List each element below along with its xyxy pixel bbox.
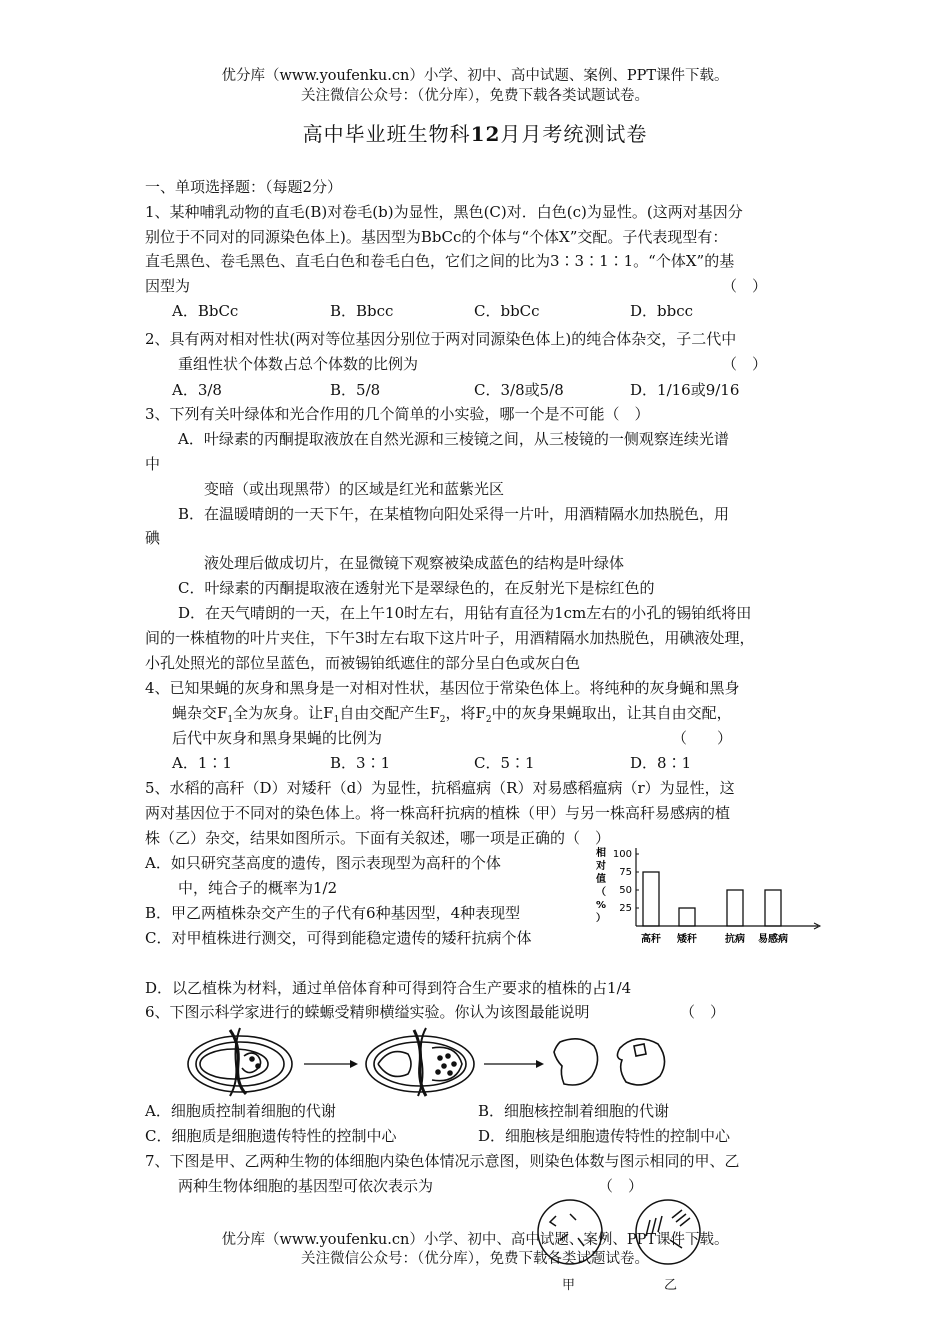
q4-line-1: 4、已知果蝇的灰身和黑身是一对相对性状，基因位于常染色体上。将纯种的灰身蝇和黑身 xyxy=(145,679,740,697)
x-tick-label: 高秆 xyxy=(641,934,661,945)
bar-0 xyxy=(643,872,659,926)
y-tick-label: 50 xyxy=(619,885,632,896)
y-axis-label-char: 相 xyxy=(596,848,606,859)
q4-sub-1b: 1 xyxy=(333,715,340,725)
title-text-1: 高中毕业班生物科 xyxy=(302,122,471,146)
q3-option-d-line-2: 间的一株植物的叶片夹住，下午3时左右取下这片叶子，用酒精隔水加热脱色，用碘液处理， xyxy=(145,629,755,647)
q3-option-d-line-1: D．在天气晴朗的一天，在上午10时左右，用钻有直径为1cm左右的小孔的锡铂纸将田 xyxy=(178,604,752,622)
q6-option-d: D．细胞核是细胞遗传特性的控制中心 xyxy=(478,1127,731,1145)
cell-label-yi: 乙 xyxy=(664,1278,678,1293)
q1-line-1: 1、某种哺乳动物的直毛(B)对卷毛(b)为显性，黑色(C)对．白色(c)为显性。(这两对基因分 xyxy=(145,203,743,221)
q6-answer-paren: （ ） xyxy=(680,1003,726,1021)
q5-line-2: 两对基因位于不同对的染色体上。将一株高秆抗病的植株（甲）与另一株高秆易感病的植 xyxy=(145,804,731,822)
q2-option-b: B．5/8 xyxy=(330,381,381,399)
q4-text-d: ，将F xyxy=(445,704,486,722)
y-axis-label-char: ） xyxy=(596,913,606,924)
q1-option-d: D．bbcc xyxy=(630,302,694,320)
q3-option-a-line-3: 变暗（或出现黑带）的区域是红光和蓝紫光区 xyxy=(204,480,505,498)
q4-sub-2b: 2 xyxy=(485,715,492,725)
q5-line-3: 株（乙）杂交，结果如图所示。下面有关叙述，哪一项是正确的（ ） xyxy=(145,829,611,847)
egg-ligature-stage-1 xyxy=(188,1028,292,1096)
q4-option-b: B．3∶1 xyxy=(330,754,391,772)
title-text-2: 月月考统测试卷 xyxy=(500,122,648,146)
q1-option-c: C．bbCc xyxy=(474,302,540,320)
arrow-2 xyxy=(484,1060,544,1068)
q4-text-a: 蝇杂交F xyxy=(172,704,228,722)
x-tick-label: 矮秆 xyxy=(677,934,697,945)
header-line-1: 优分库（www.youfenku.cn）小学、初中、高中试题、案例、PPT课件下载。 xyxy=(221,68,729,84)
q2-line-1: 2、具有两对相对性状(两对等位基因分别位于两对同源染色体上)的纯合体杂交，子二代中 xyxy=(145,330,737,348)
y-axis-label-char: % xyxy=(596,900,607,911)
q5-option-d: D．以乙植株为材料，通过单倍体育种可得到符合生产要求的植株的占1/4 xyxy=(145,979,632,997)
q6-option-a: A．细胞质控制着细胞的代谢 xyxy=(145,1102,336,1120)
q2-option-a: A．3/8 xyxy=(172,381,222,399)
q3-option-c: C．叶绿素的丙酮提取液在透射光下是翠绿色的，在反射光下是棕红色的 xyxy=(178,579,655,597)
phenotype-bar-chart xyxy=(588,842,822,948)
q1-option-a: A．BbCc xyxy=(172,302,239,320)
q7-answer-paren: （ ） xyxy=(598,1177,644,1195)
q4-answer-paren: （ ） xyxy=(672,729,733,747)
q3-option-b-line-1: B．在温暖晴朗的一天下午，在某植物向阳处采得一片叶，用酒精隔水加热脱色，用 xyxy=(178,505,730,523)
y-axis-label-char: 对 xyxy=(596,861,606,872)
q1-line-2: 别位于不同对的同源染色体上)。基因型为BbCc的个体与“个体X”交配。子代表现型有： xyxy=(145,228,728,246)
q4-text-c: 自由交配产生F xyxy=(339,704,440,722)
q4-option-d: D．8∶1 xyxy=(630,754,692,772)
y-axis-label-char: （ xyxy=(596,887,606,898)
q1-line-4: 因型为 xyxy=(145,277,191,295)
q1-line-3: 直毛黑色、卷毛黑色、直毛白色和卷毛白色，它们之间的比为3∶3∶1∶1。“个体X”的基 xyxy=(145,252,735,270)
q4-sub-2a: 2 xyxy=(439,715,446,725)
q5-option-a-line-1: A．如只研究茎高度的遗传，图示表现型为高秆的个体 xyxy=(145,854,501,872)
q3-option-a-line-2: 中 xyxy=(145,455,161,473)
footer-line-1: 优分库（www.youfenku.cn）小学、初中、高中试题、案例、PPT课件下载。 xyxy=(221,1232,729,1248)
q1-option-b: B．Bbcc xyxy=(330,302,394,320)
header-line-2: 关注微信公众号：（优分库），免费下载各类试题试卷。 xyxy=(301,88,649,104)
x-tick-label: 易感病 xyxy=(758,934,788,945)
bar-1 xyxy=(679,908,695,926)
y-tick-label: 100 xyxy=(612,849,632,860)
q6-option-c: C．细胞质是细胞遗传特性的控制中心 xyxy=(145,1127,397,1145)
q4-line-3: 后代中灰身和黑身果蝇的比例为 xyxy=(172,729,383,747)
q4-option-a: A．1∶1 xyxy=(172,754,232,772)
q3-option-d-line-3: 小孔处照光的部位呈蓝色，而被锡铂纸遮住的部分呈白色或灰白色 xyxy=(145,654,581,672)
q4-sub-1a: 1 xyxy=(227,715,234,725)
q5-line-1: 5、水稻的高秆（D）对矮秆（d）为显性，抗稻瘟病（R）对易感稻瘟病（r）为显性，这 xyxy=(145,779,735,797)
x-tick-label: 抗病 xyxy=(725,934,745,945)
q5-option-c: C．对甲植株进行测交，可得到能稳定遗传的矮秆抗病个体 xyxy=(145,929,532,947)
salamander-egg-experiment-figure xyxy=(182,1026,672,1098)
footer-line-2: 关注微信公众号：（优分库），免费下载各类试题试卷。 xyxy=(301,1251,649,1267)
chart-y-axis-label xyxy=(595,846,606,924)
result-cells xyxy=(554,1039,665,1085)
q7-line-1: 7、下图是甲、乙两种生物的体细胞内染色体情况示意图，则染色体数与图示相同的甲、乙 xyxy=(145,1152,740,1170)
arrow-1 xyxy=(304,1060,358,1068)
q4-text-b: 全为灰身。让F xyxy=(233,704,334,722)
q1-answer-paren: （ ） xyxy=(722,277,768,295)
chart-bars xyxy=(643,872,781,926)
y-tick-label: 75 xyxy=(619,867,632,878)
q5-option-b: B．甲乙两植株杂交产生的子代有6种基因型，4种表现型 xyxy=(145,904,521,922)
chart-x-labels xyxy=(641,932,788,945)
y-tick-label: 25 xyxy=(619,903,632,914)
q2-answer-paren: （ ） xyxy=(722,355,768,373)
q4-option-c: C．5∶1 xyxy=(474,754,535,772)
y-axis-label-char: 值 xyxy=(596,874,606,885)
egg-ligature-stage-2 xyxy=(366,1028,474,1096)
bar-2 xyxy=(727,890,743,926)
q2-line-2: 重组性状个体数占总个体数的比例为 xyxy=(178,355,419,373)
q3-option-b-line-3: 液处理后做成切片，在显微镜下观察被染成蓝色的结构是叶绿体 xyxy=(204,554,625,572)
q3-option-a-line-1: A．叶绿素的丙酮提取液放在自然光源和三棱镜之间，从三棱镜的一侧观察连续光谱 xyxy=(178,430,729,448)
q4-line-2 xyxy=(172,703,732,730)
bar-3 xyxy=(765,890,781,926)
q6-option-b: B．细胞核控制着细胞的代谢 xyxy=(478,1102,670,1120)
page-title xyxy=(0,124,950,144)
q2-option-d: D．1/16或9/16 xyxy=(630,381,740,399)
q5-option-a-line-2: 中，纯合子的概率为1/2 xyxy=(178,879,338,897)
chart-y-ticks xyxy=(613,849,639,914)
q4-text-e: 中的灰身果蝇取出，让其自由交配， xyxy=(491,704,732,722)
cell-label-jia: 甲 xyxy=(562,1278,576,1293)
q2-option-c: C．3/8或5/8 xyxy=(474,381,564,399)
title-month: 12 xyxy=(470,122,501,146)
q7-line-2: 两种生物体细胞的基因型可依次表示为 xyxy=(178,1177,434,1195)
q3-line-1: 3、下列有关叶绿体和光合作用的几个简单的小实验，哪一个是不可能（ ） xyxy=(145,405,650,423)
q6-line-1: 6、下图示科学家进行的蝾螈受精卵横缢实验。你认为该图最能说明 xyxy=(145,1003,590,1021)
q3-option-b-line-2: 碘 xyxy=(145,529,161,547)
section-heading: 一、单项选择题：（每题2分） xyxy=(145,178,343,196)
